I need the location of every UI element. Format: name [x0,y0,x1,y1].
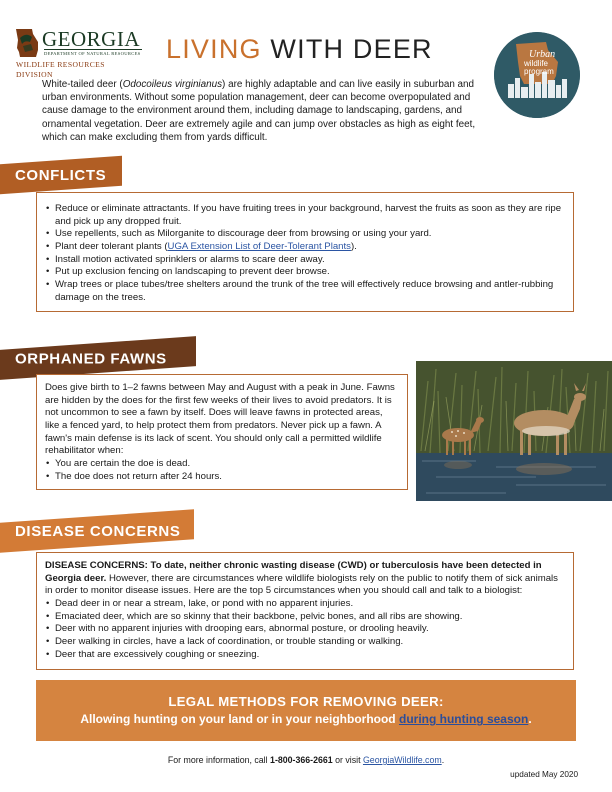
disease-body: However, there are circumstances where wildlife biologists rely on the public to notify them of sick animals in order to monitor disease issues. Here are the top 5 circumstances when you should call and talk to a biologist: [45,572,558,597]
logo-department: DEPARTMENT OF NATURAL RESOURCES [44,51,141,56]
plant-text: Plant deer tolerant plants ( [55,240,168,252]
disease-bold-lead: DISEASE CONCERNS: To date, neither chronic wasting disease (CWD) or tuberculosis have been detected in Georgia deer. [45,560,542,584]
disease-list [45,598,565,661]
list-item [45,241,565,254]
deer-and-fawn-image [416,361,612,501]
list-item: • Deer walking in circles, have a lack of coordination, or trouble standing or walking. [45,636,565,649]
legal-methods-callout [36,680,576,741]
plant-text-end: ). [350,240,357,252]
title-rest: WITH DEER [261,34,433,64]
legal-heading: LEGAL METHODS FOR REMOVING DEER: [168,694,444,709]
urban-wildlife-program-badge [494,32,580,118]
footer-after: . [441,755,445,765]
footer-contact [0,755,612,767]
list-item: • Wrap trees or place tubes/tree shelters around the trunk of the tree will effectively reduce browsing and antler-rubbing damage on the trees. [45,279,565,304]
legal-subtext [36,712,576,728]
logo-division: WILDLIFE RESOURCES DIVISION [16,60,105,80]
list-item: • Dead deer in or near a stream, lake, or pond with no apparent injuries. [45,598,565,611]
disease-text [45,560,565,598]
intro-after: ) are highly adaptable and can live easily in suburban and urban environments. Without some population management, deer can become overpopulated and cause damage to the environment around them, including damage to landscaping, gardens, and ornamental vegetation. Deer are extremely agile and can jump over obstacles as high as eight feet, which can make excluding them from yards difficult. [42,79,476,143]
footer-middle: or visit [332,755,363,765]
georgia-dnr-logo [14,26,144,80]
footer-phone: 1-800-366-2661 [270,755,333,765]
badge-line1: Urban [529,49,556,60]
conflicts-box [36,192,574,312]
intro-paragraph [42,78,497,144]
hunting-season-link[interactable]: during hunting season [398,712,529,727]
intro-before: White-tailed deer ( [42,79,123,90]
intro-species: Odocoileus virginianus [122,79,223,90]
disease-concerns-banner [0,509,194,553]
logo-name: GEORGIA [42,27,140,51]
list-item: • Emaciated deer, which are so skinny that their backbone, pelvic bones, and all ribs are showing. [45,611,565,624]
list-item: • Install motion activated sprinklers or alarms to scare deer away. [45,254,565,267]
georgia-wildlife-link[interactable]: GeorgiaWildlife.com [362,755,442,765]
list-item: • Deer with no apparent injuries with drooping ears, abnormal posture, or drooling heavily. [45,623,565,636]
updated-date: updated May 2020 [510,770,578,779]
deer-photo [416,361,612,501]
conflicts-heading: CONFLICTS [15,167,107,185]
legal-sub-before: Allowing hunting on your land or in your neighborhood [80,712,399,727]
list-item: • Deer that are excessively coughing or sneezing. [45,649,565,662]
list-item: • You are certain the doe is dead. [45,458,399,471]
conflicts-banner [0,156,122,195]
footer-before: For more information, call [167,755,271,765]
list-item: • The doe does not return after 24 hours. [45,471,399,484]
title-accent: LIVING [166,34,262,64]
list-item: • Use repellents, such as Milorganite to discourage deer from browsing or using your yard. [45,228,565,241]
deer-tolerant-plants-link[interactable]: UGA Extension List of Deer-Tolerant Plants [167,240,351,252]
list-item: • Put up exclusion fencing on landscaping to prevent deer browse. [45,266,565,279]
georgia-map-icon [14,28,40,58]
fawns-heading: ORPHANED FAWNS [15,350,167,368]
fawns-text: Does give birth to 1–2 fawns between May and August with a peak in June. Fawns are hidden by the does for the first few weeks of their lives to avoid predators. It is not uncommon to see a fawn by itself. Does will leave fawns in protected areas, like a fenced yard, to help protect them from predators. Never pick up a fawn. A fawn's main defense is its lack of scent. You should only call a permitted wildlife rehabilitator when: [45,382,395,457]
page-title [166,32,433,68]
skyline-icon [494,32,580,118]
disease-heading: DISEASE CONCERNS [15,522,181,540]
fawns-list [45,458,399,483]
badge-line2: wildlife [524,59,549,68]
list-item: • Reduce or eliminate attractants. If you have fruiting trees in your background, harvest the fruits as soon as they are ripe and pick up any dropped fruit. [45,203,565,228]
legal-sub-after: . [528,712,532,727]
conflicts-list [45,203,565,304]
disease-box [36,552,574,670]
fawns-box [36,374,408,490]
badge-line3: program [524,67,554,76]
